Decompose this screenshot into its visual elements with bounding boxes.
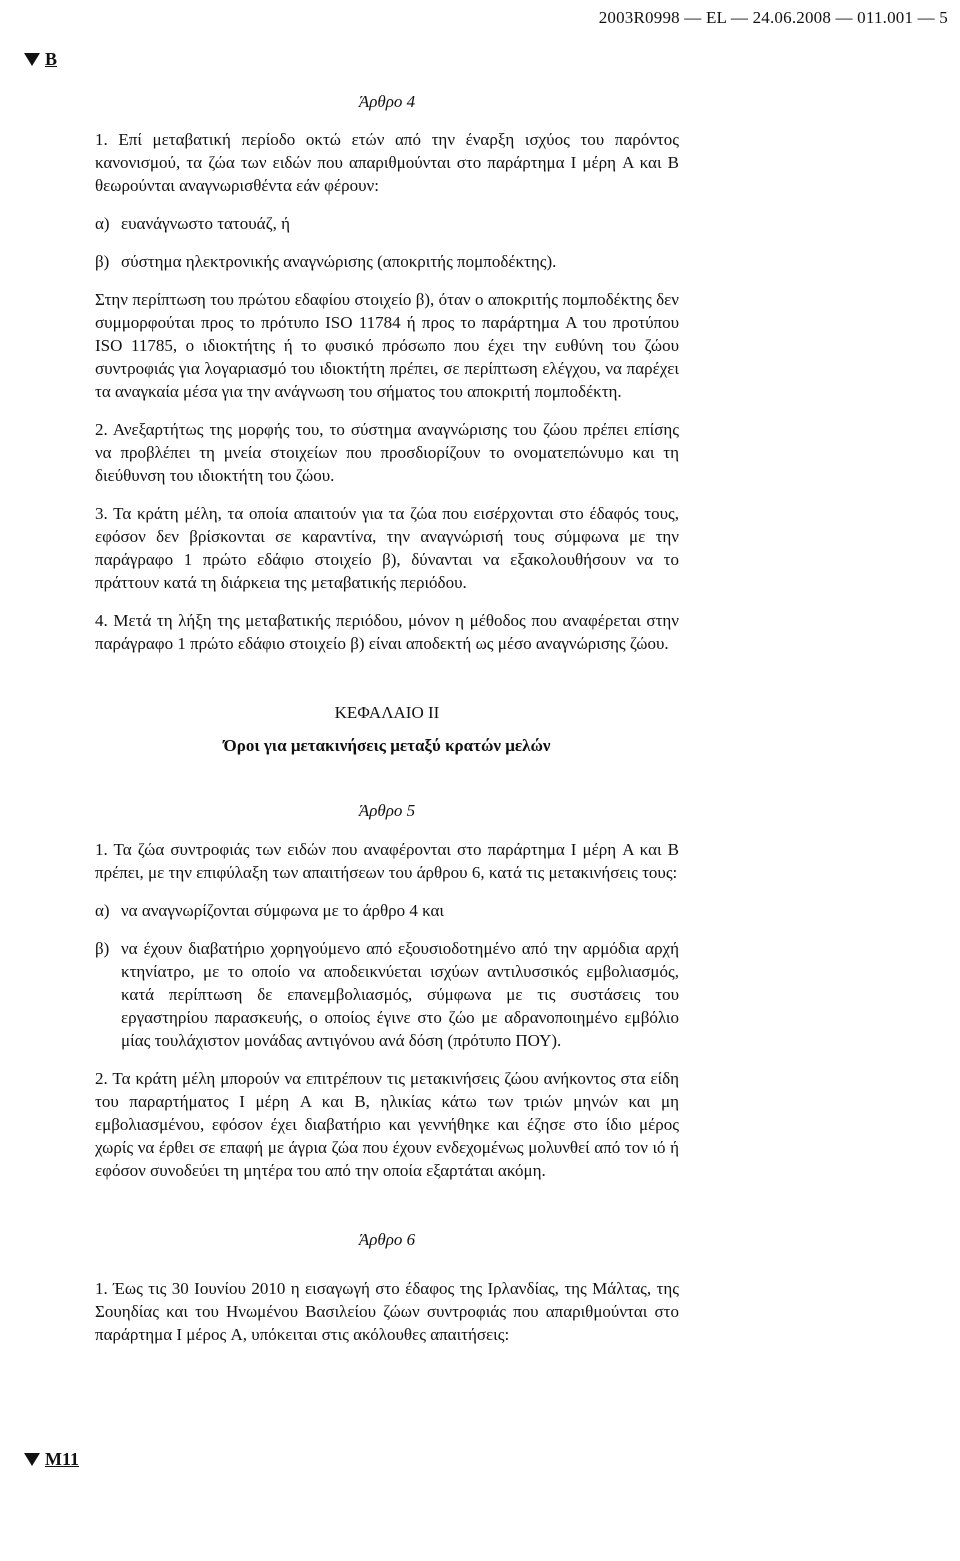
list-item-text: σύστημα ηλεκτρονικής αναγνώρισης (αποκριτής πομποδέκτης). — [121, 252, 557, 271]
article-4-paragraph-1: 1. Επί μεταβατική περίοδο οκτώ ετών από την έναρξη ισχύος του παρόντος κανονισμού, τα ζώα των ειδών που απαριθμούνται στο παράρτημα I μέρη A και B θεωρούνται αναγνωρισθέντα εάν φέρουν: — [95, 130, 679, 195]
list-item-label: β) — [95, 252, 110, 271]
document-body — [95, 90, 679, 1361]
amendment-marker-m11[interactable] — [24, 1448, 79, 1471]
document-reference-header: 2003R0998 — EL — 24.06.2008 — 011.001 — 5 — [598, 8, 948, 27]
article-4-paragraph-4: 4. Μετά τη λήξη της μεταβατικής περιόδου, μόνον η μέθοδος που αναφέρεται στην παράγραφο 1 πρώτο εδάφιο στοιχείο β) είναι αποδεκτή ως μέσο αναγνώρισης ζώου. — [95, 611, 679, 653]
list-item-label: α) — [95, 901, 110, 920]
list-item — [95, 937, 679, 1052]
list-item-text: να έχουν διαβατήριο χορηγούμενο από εξουσιοδοτημένο από την αρμόδια αρχή κτηνίατρο, με το οποίο να αποδεικνύεται ισχύων αντιλυσσικός εμβολιασμός, κατά περίπτωση δε επανεμβολιασμός, σύμφωνα με τις συστάσεις του εργαστηρίου παρασκευής, ο οποίος έγινε στο ζώο με αδρανοποιημένο εμβόλιο μίας τουλάχιστον μονάδας αντιγόνου ανά δόση (πρότυπο ΠΟΥ). — [121, 939, 679, 1050]
list-item-label: β) — [95, 939, 110, 958]
article-5-paragraph-1: 1. Τα ζώα συντροφιάς των ειδών που αναφέρονται στο παράρτημα I μέρη A και B πρέπει, με την επιφύλαξη των απαιτήσεων του άρθρου 6, κατά τις μετακινήσεις τους: — [95, 840, 679, 882]
list-item-label: α) — [95, 214, 110, 233]
chapter-label: ΚΕΦΑΛΑΙΟ II — [334, 703, 440, 722]
article-5-paragraph-2: 2. Τα κράτη μέλη μπορούν να επιτρέπουν τις μετακινήσεις ζώου ανήκοντος στα είδη του παραρτήματος I μέρη A και B, ηλικίας κάτω των τριών μηνών και μη εμβολιασμένου, εφόσον έχει διαβατήριο και γεννήθηκε και έζησε στο ίδιο μέρος χωρίς να έρθει σε επαφή με άγρια ζώα που έχουν ενδεχομένως μολυνθεί από τον ιό ή εφόσον συνοδεύει τη μητέρα του από την οποία εξαρτάται ακόμη. — [95, 1069, 679, 1180]
article-6-paragraph-1: 1. Έως τις 30 Ιουνίου 2010 η εισαγωγή στο έδαφος της Ιρλανδίας, της Μάλτας, της Σουηδίας και του Ηνωμένου Βασιλείου ζώων συντροφιάς που απαριθμούνται στο παράρτημα I μέρος A, υπόκειται στις ακόλουθες απαιτήσεις: — [95, 1279, 679, 1344]
marker-label: B — [45, 49, 58, 69]
marker-label: M11 — [45, 1449, 79, 1469]
triangle-down-icon — [24, 53, 40, 66]
article-4-paragraph-2: 2. Ανεξαρτήτως της μορφής του, το σύστημα αναγνώρισης του ζώου πρέπει επίσης να προβλέπει τη μνεία στοιχείων που προσδιορίζουν το ονοματεπώνυμο και τη διεύθυνση του ιδιοκτήτη του ζώου. — [95, 420, 679, 485]
amendment-marker-b[interactable] — [24, 48, 57, 71]
list-item-text: να αναγνωρίζονται σύμφωνα με το άρθρο 4 και — [121, 901, 444, 920]
list-item — [95, 250, 679, 273]
article-5-heading: Άρθρο 5 — [358, 801, 416, 820]
list-item — [95, 212, 679, 235]
triangle-down-icon — [24, 1453, 40, 1466]
article-4-heading: Άρθρο 4 — [358, 92, 416, 111]
list-item-text: ευανάγνωστο τατουάζ, ή — [121, 214, 291, 233]
article-4-paragraph-3: 3. Τα κράτη μέλη, τα οποία απαιτούν για τα ζώα που εισέρχονται στο έδαφός τους, εφόσον δεν βρίσκονται σε καραντίνα, την αναγνώρισή τους σύμφωνα με την παράγραφο 1 πρώτο εδάφιο στοιχείο β), δύνανται να εξακολουθήσουν να το πράττουν κατά τη διάρκεια της μεταβατικής περιόδου. — [95, 504, 679, 592]
article-6-heading: Άρθρο 6 — [358, 1230, 416, 1249]
chapter-title: Όροι για μετακινήσεις μεταξύ κρατών μελών — [223, 736, 551, 755]
article-4-case-paragraph: Στην περίπτωση του πρώτου εδαφίου στοιχείο β), όταν ο αποκριτής πομποδέκτης δεν συμμορφούται προς το πρότυπο ISO 11784 ή προς το παράρτημα A του προτύπου ISO 11785, ο ιδιοκτήτης ή το φυσικό πρόσωπο που έχει την ευθύνη του ζώου συντροφιάς για λογαριασμό του ιδιοκτήτη πρέπει, σε περίπτωση ελέγχου, να παρέχει τα αναγκαία μέσα για την ανάγνωση του σήματος του αποκριτή πομποδέκτη. — [95, 290, 679, 401]
list-item — [95, 899, 679, 922]
